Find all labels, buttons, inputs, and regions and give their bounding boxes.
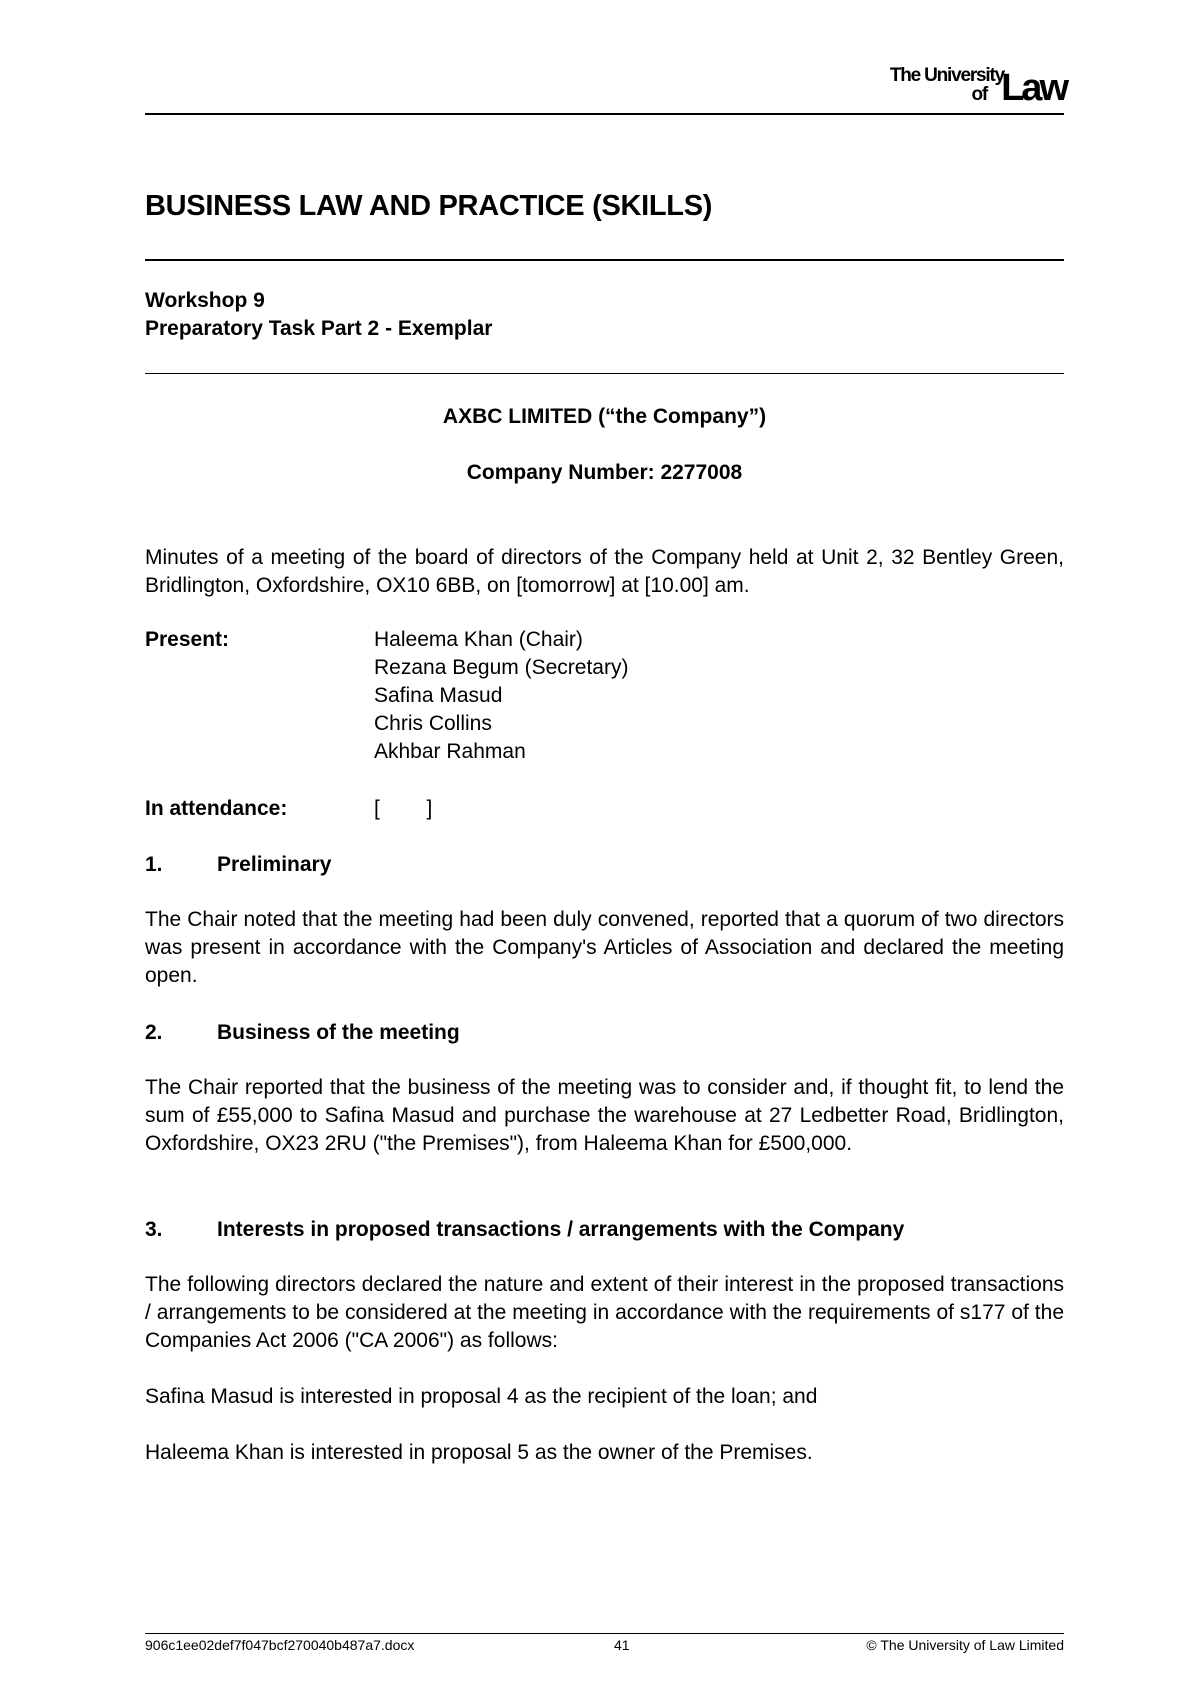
section-title: Interests in proposed transactions / arrangements with the Company bbox=[217, 1218, 905, 1241]
footer-copyright: © The University of Law Limited bbox=[866, 1637, 1064, 1653]
subtitle-divider bbox=[145, 373, 1064, 374]
present-name: Haleema Khan (Chair) bbox=[374, 628, 583, 651]
present-name: Safina Masud bbox=[374, 684, 503, 707]
section-paragraph: The Chair noted that the meeting had been duly convened, reported that a quorum of two directors was present in accordance with the Company's Articles of Association and declared the meeting open. bbox=[145, 908, 1064, 987]
present-label: Present: bbox=[145, 628, 230, 651]
logo-line1: The University bbox=[889, 65, 1004, 86]
document-title: BUSINESS LAW AND PRACTICE (SKILLS) bbox=[145, 190, 713, 222]
header-divider bbox=[145, 113, 1064, 115]
title-divider bbox=[145, 259, 1064, 261]
section-title: Business of the meeting bbox=[217, 1021, 460, 1044]
section-heading bbox=[145, 1021, 460, 1045]
section-paragraph: Haleema Khan is interested in proposal 5 as the owner of the Premises. bbox=[145, 1441, 813, 1464]
section-heading bbox=[145, 1218, 904, 1242]
task-label: Preparatory Task Part 2 - Exemplar bbox=[145, 317, 493, 340]
section-number: 2. bbox=[145, 1021, 163, 1044]
present-list bbox=[374, 626, 628, 766]
company-number: Company Number: 2277008 bbox=[466, 461, 743, 484]
section-paragraph: Safina Masud is interested in proposal 4 as the recipient of the loan; and bbox=[145, 1385, 818, 1408]
present-name: Akhbar Rahman bbox=[374, 740, 526, 763]
company-name: AXBC LIMITED (“the Company”) bbox=[442, 405, 767, 428]
section-number: 3. bbox=[145, 1218, 163, 1241]
university-of-law-logo bbox=[846, 60, 1066, 110]
attendance-value: [ ] bbox=[374, 797, 433, 820]
footer-page-number: 41 bbox=[614, 1637, 630, 1653]
present-name: Chris Collins bbox=[374, 712, 492, 735]
footer-filename: 906c1ee02def7f047bcf270040b487a7.docx bbox=[145, 1637, 415, 1653]
workshop-label: Workshop 9 bbox=[145, 289, 265, 312]
footer-divider bbox=[145, 1633, 1064, 1634]
section-number: 1. bbox=[145, 853, 163, 876]
logo-law: Law bbox=[1001, 67, 1066, 109]
minutes-intro: Minutes of a meeting of the board of directors of the Company held at Unit 2, 32 Bentley Green, Bridlington, Oxfordshire, OX10 6BB, on [tomorrow] at [10.00] am. bbox=[145, 546, 1064, 597]
section-heading bbox=[145, 853, 331, 877]
section-paragraph: The following directors declared the nature and extent of their interest in the proposed transactions / arrangements to be considered at the meeting in accordance with the requirements of s177 of the Companies Act 2006 ("CA 2006") as follows: bbox=[145, 1273, 1064, 1352]
present-name: Rezana Begum (Secretary) bbox=[374, 656, 629, 679]
section-title: Preliminary bbox=[217, 853, 332, 876]
logo-of: of bbox=[971, 84, 987, 105]
section-paragraph: The Chair reported that the business of the meeting was to consider and, if thought fit, to lend the sum of £55,000 to Safina Masud and purchase the warehouse at 27 Ledbetter Road, Bridlington, Oxfordshire, OX23 2RU ("the Premises"), from Haleema Khan for £500,000. bbox=[145, 1076, 1064, 1155]
attendance-label: In attendance: bbox=[145, 797, 288, 820]
